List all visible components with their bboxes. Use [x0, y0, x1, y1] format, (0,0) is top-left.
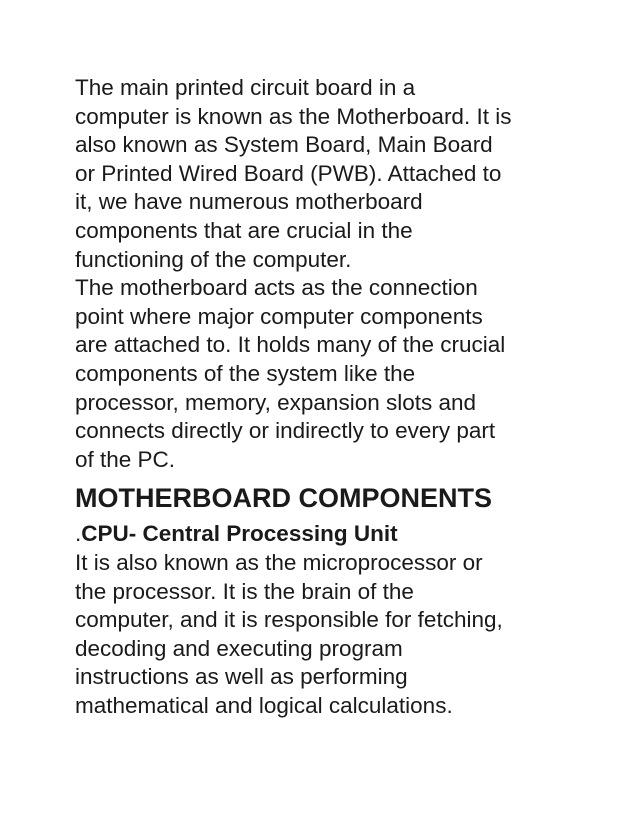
- paragraph-line: The main printed circuit board in a: [75, 75, 416, 100]
- paragraph-line: components of the system like the: [75, 360, 416, 386]
- cpu-subheading: [75, 520, 575, 549]
- paragraph-line: The motherboard acts as the connection: [75, 275, 478, 301]
- paragraph-line: the processor. It is the brain of the: [75, 578, 414, 604]
- paragraph-line: it, we have numerous motherboard: [75, 189, 423, 215]
- paragraph-line: components that are crucial in the: [75, 217, 413, 243]
- bullet-dot: .: [75, 521, 82, 547]
- cpu-paragraph: [75, 549, 575, 721]
- paragraph-line: are attached to. It holds many of the crucial: [75, 332, 506, 358]
- paragraph-line: functioning of the computer.: [75, 246, 352, 272]
- document-page: [75, 74, 575, 720]
- paragraph-line: or Printed Wired Board (PWB). Attached to: [75, 160, 502, 186]
- intro-paragraph: [75, 74, 575, 274]
- paragraph-line: decoding and executing program: [75, 635, 403, 661]
- paragraph-line: computer, and it is responsible for fetching,: [75, 607, 503, 633]
- paragraph-line: point where major computer components: [75, 303, 483, 329]
- paragraph-line: processor, memory, expansion slots and: [75, 389, 477, 415]
- paragraph-line: of the PC.: [75, 446, 176, 472]
- section-heading: MOTHERBOARD COMPONENTS: [75, 483, 492, 514]
- paragraph-line: It is also known as the microprocessor or: [75, 549, 483, 575]
- paragraph-line: connects directly or indirectly to every part: [75, 418, 496, 444]
- paragraph-line: computer is known as the Motherboard. It is: [75, 103, 512, 129]
- cpu-title: CPU- Central Processing Unit: [81, 521, 398, 547]
- paragraph-line: also known as System Board, Main Board: [75, 132, 493, 158]
- paragraph-line: instructions as well as performing: [75, 664, 408, 690]
- connection-paragraph: [75, 274, 575, 474]
- paragraph-line: mathematical and logical calculations.: [75, 692, 453, 718]
